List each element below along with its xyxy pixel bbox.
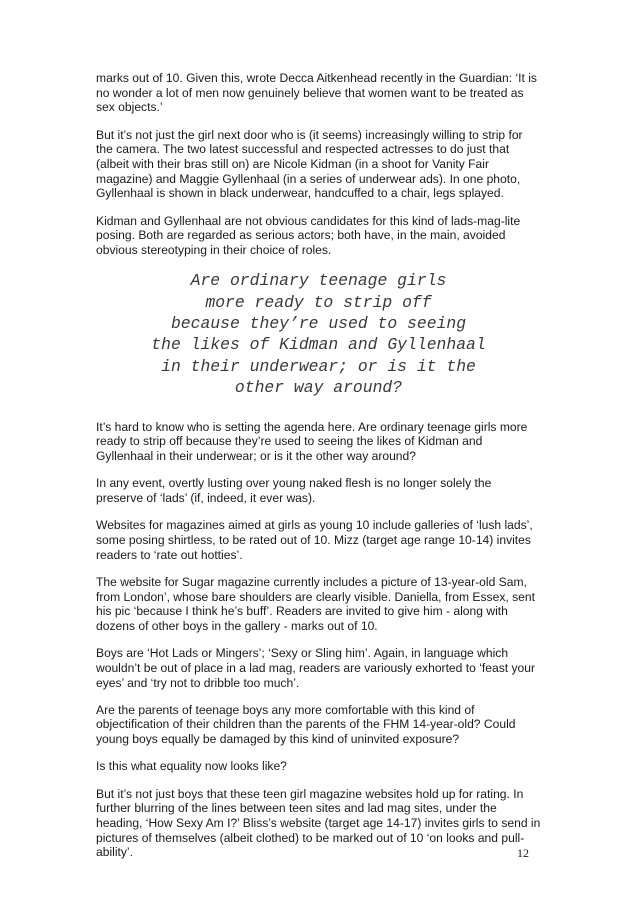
paragraph: Kidman and Gyllenhaal are not obvious candidates for this kind of lads-mag-lite posing. Both are regarded as serious actors; both have, in the main, avoided obvious stereotyping in their choice of roles. [96,213,521,258]
pull-quote [96,270,541,398]
paragraph: It’s hard to know who is setting the agenda here. Are ordinary teenage girls more ready to strip off because they’re used to seeing the likes of Kidman and Gyllenhaal in their underwear; or is it the other way around? [96,419,528,464]
pull-quote-line: other way around? [234,378,403,398]
paragraph: Is this what equality now looks like? [96,759,287,774]
pull-quote-line: in their underwear; or is it the [161,356,476,376]
paragraph: In any event, overtly lusting over young naked flesh is no longer solely the preserve of ‘lads’ (if, indeed, it ever was). [96,476,492,505]
pull-quote-line: more ready to strip off [205,292,432,312]
paragraph: Are the parents of teenage boys any more comfortable with this kind of objectification of their children than the parents of the FHM 14-year-old? Could young boys equally be damaged by this kind of uninvited exposure? [96,702,516,747]
paragraph: marks out of 10. Given this, wrote Decca Aitkenhead recently in the Guardian: ‘It is no wonder a lot of men now genuinely believe that women want to be treated as sex objects.’ [96,71,537,115]
paragraph: But it’s not just boys that these teen girl magazine websites hold up for rating. In further blurring of the lines between teen sites and lad mag sites, under the heading, ‘How Sexy Am I?’ Bliss’s website (target age 14-17) invites girls to send in pictures of themselves (albeit clothed) to be marked out of 10 ‘on looks and pull-ability’. [96,786,541,860]
paragraph: Websites for magazines aimed at girls as young 10 include galleries of ‘lush lads’, some posing shirtless, to be rated out of 10. Mizz (target age range 10-14) invites readers to ‘rate out hotties’. [96,518,533,562]
pull-quote-line: the likes of Kidman and Gyllenhaal [151,335,486,355]
page-number: 12 [517,846,529,860]
paragraph: The website for Sugar magazine currently includes a picture of 13-year-old Sam, from London’, whose bare shoulders are clearly visible. Daniella, from Essex, sent his pic ‘because I think he’s buff’. Readers are invited to give him - along with dozens of other boys in the gallery - marks out of 10. [96,574,535,633]
pull-quote-line: Are ordinary teenage girls [190,271,447,291]
paragraph: But it’s not just the girl next door who is (it seems) increasingly willing to strip for the camera. The two latest successful and respected actresses to do just that (albeit with their bras still on) are Nicole Kidman (in a shoot for Vanity Fair magazine) and Maggie Gyllenhaal (in a series of underwear ads). In one photo, Gyllenhaal is shown in black underwear, handcuffed to a chair, legs splayed. [96,127,523,201]
paragraph: Boys are ‘Hot Lads or Mingers’; ‘Sexy or Sling him’. Again, in language which wouldn’t be out of place in a lad mag, readers are variously exhorted to ‘feast your eyes’ and ‘try not to dribble too much’. [96,646,535,690]
article-body [96,71,541,873]
pull-quote-line: because they’re used to seeing [170,314,467,334]
